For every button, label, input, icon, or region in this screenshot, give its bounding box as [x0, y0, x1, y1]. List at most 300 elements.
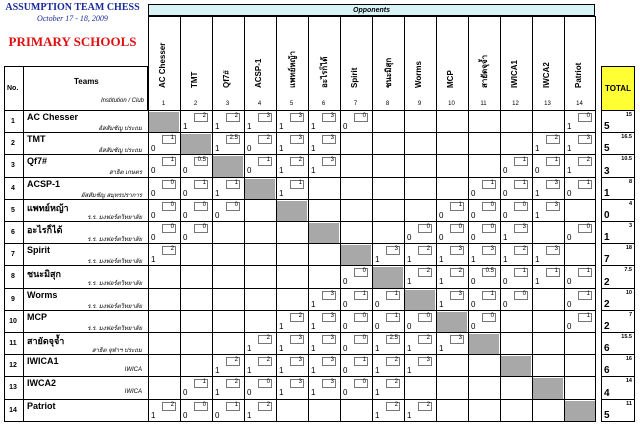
match-points: 0	[151, 166, 156, 176]
game-points: 3	[298, 379, 302, 386]
game-points: 3	[330, 157, 334, 164]
total-match-points: 1	[604, 187, 610, 199]
total-cell	[601, 200, 635, 222]
result-cell	[532, 400, 563, 422]
game-points: 1	[298, 179, 302, 186]
column-separator	[244, 16, 245, 111]
game-points: 0	[490, 312, 494, 319]
column-name: แพทย์หญ้า	[288, 51, 297, 88]
match-points: 0	[439, 210, 444, 220]
row-number: 14	[9, 406, 17, 414]
column-index: 14	[576, 101, 583, 107]
result-cell	[372, 111, 403, 133]
column-index: 7	[353, 101, 358, 107]
result-cell	[180, 333, 211, 355]
game-points: 2.5	[389, 335, 398, 341]
game-points: 1	[458, 201, 462, 208]
result-cell	[244, 311, 275, 333]
team-name: MCP	[27, 311, 47, 322]
game-points: 2	[234, 113, 238, 119]
total-match-points: 5	[604, 409, 610, 421]
game-points: 3	[458, 290, 462, 297]
result-cell	[212, 244, 243, 266]
match-points: 1	[311, 166, 316, 176]
game-points: 1	[394, 290, 398, 297]
total-match-points: 3	[604, 165, 610, 177]
team-institution: IWICA	[124, 367, 142, 374]
match-points: 1	[407, 366, 412, 376]
game-points: 2	[554, 135, 558, 142]
game-points: 2	[170, 246, 174, 253]
column-separator	[212, 16, 213, 111]
result-cell	[404, 133, 435, 155]
game-points: 0	[426, 312, 430, 319]
game-points: 3	[330, 335, 334, 341]
total-match-points: 2	[604, 320, 610, 332]
match-points: 0	[183, 210, 188, 220]
game-points: 2	[522, 246, 526, 253]
column-index: 5	[289, 101, 294, 107]
team-name: AC Chesser	[27, 112, 79, 122]
game-points: 2	[266, 335, 270, 341]
row-number: 3	[11, 162, 15, 170]
game-points: 1	[490, 179, 494, 186]
match-points: 0	[375, 299, 380, 309]
game-points: 1	[170, 135, 174, 142]
column-index: 3	[225, 101, 230, 107]
row-separator	[23, 333, 24, 355]
match-points: 0	[407, 321, 412, 331]
game-points: 3	[554, 179, 558, 186]
match-points: 1	[311, 388, 316, 398]
result-cell	[180, 266, 211, 288]
match-points: 0	[471, 277, 476, 287]
result-cell	[148, 266, 179, 288]
game-points: 3	[330, 290, 334, 297]
result-cell	[564, 377, 595, 399]
game-points: 0	[362, 268, 366, 275]
game-points: 0	[362, 335, 366, 341]
total-match-points: 2	[604, 276, 610, 288]
diagonal-cell	[501, 356, 531, 376]
match-points: 0	[343, 388, 348, 398]
team-name: สายัดจุจ้ำ	[27, 336, 65, 346]
game-points: 3	[458, 246, 462, 253]
game-points: 3	[554, 246, 558, 253]
result-cell	[340, 400, 371, 422]
result-cell	[500, 311, 531, 333]
game-points: 1	[362, 357, 366, 364]
game-points: 2	[266, 135, 270, 142]
match-points: 1	[439, 255, 444, 265]
result-cell	[180, 289, 211, 311]
game-points: 0	[202, 224, 206, 230]
total-game-points: 7	[628, 311, 632, 318]
game-points: 2	[426, 246, 430, 253]
match-points: 1	[535, 210, 540, 220]
result-cell	[212, 222, 243, 244]
game-points: 0	[202, 201, 206, 208]
result-cell	[340, 155, 371, 177]
game-points: 1	[234, 401, 238, 408]
column-name: ชนะมิสุก	[384, 57, 393, 88]
result-cell	[564, 333, 595, 355]
opponents-header: Opponents	[148, 4, 595, 16]
match-points: 0	[471, 233, 476, 242]
team-name: IWICA1	[27, 356, 59, 367]
result-cell	[244, 289, 275, 311]
total-game-points: 15.5	[621, 334, 632, 340]
result-cell	[244, 266, 275, 288]
column-index: 8	[385, 101, 390, 107]
column-index: 11	[480, 101, 487, 107]
result-cell	[212, 311, 243, 333]
match-points: 1	[535, 277, 540, 287]
result-cell	[436, 355, 467, 377]
game-points: 1	[586, 268, 590, 275]
match-points: 1	[279, 388, 284, 398]
row-number: 5	[11, 206, 15, 214]
game-points: 1	[522, 179, 526, 186]
result-cell	[276, 244, 307, 266]
total-cell	[601, 355, 635, 377]
result-cell	[340, 222, 371, 244]
match-points: 1	[279, 144, 284, 154]
team-institution: IWICA	[124, 389, 142, 396]
diagonal-cell	[149, 112, 179, 132]
result-cell	[468, 400, 499, 422]
result-cell	[180, 244, 211, 266]
match-points: 0	[407, 233, 412, 242]
game-points: 3	[266, 113, 270, 119]
total-cell	[601, 311, 635, 333]
column-name: สายัดจุจ้ำ	[480, 54, 489, 88]
column-separator	[308, 16, 309, 111]
game-points: 0	[586, 224, 590, 230]
total-match-points: 5	[604, 121, 610, 133]
match-points: 1	[215, 388, 220, 398]
match-points: 0	[183, 388, 188, 398]
total-match-points: 4	[604, 387, 610, 399]
column-separator	[468, 16, 469, 111]
match-points: 1	[439, 299, 444, 309]
result-cell	[500, 377, 531, 399]
team-institution: ร.ร. มงฟอร์ตวิทยาลัย	[87, 214, 142, 221]
game-points: 1	[170, 157, 174, 164]
game-points: 3	[522, 224, 526, 230]
result-cell	[148, 289, 179, 311]
match-points: 0	[503, 166, 508, 176]
result-cell	[276, 266, 307, 288]
match-points: 1	[311, 366, 316, 376]
team-name: Patriot	[27, 400, 56, 411]
game-points: 2	[298, 312, 302, 319]
game-points: 2	[458, 268, 462, 275]
game-points: 1	[394, 312, 398, 319]
match-points: 0	[471, 210, 476, 220]
row-number: 4	[11, 184, 15, 192]
match-points: 1	[535, 255, 540, 265]
game-points: 3	[298, 357, 302, 364]
total-match-points: 1	[604, 232, 610, 244]
result-cell	[340, 133, 371, 155]
row-separator	[23, 400, 24, 422]
match-points: 1	[279, 188, 284, 198]
row-separator	[23, 155, 24, 177]
team-name: Spirit	[27, 245, 51, 256]
result-cell	[244, 200, 275, 222]
result-cell	[468, 355, 499, 377]
game-points: 0	[362, 312, 366, 319]
match-points: 1	[503, 255, 508, 265]
diagonal-cell	[277, 201, 307, 221]
team-institution: อัสสัมชัญ ประถม	[98, 126, 142, 132]
match-points: 1	[279, 366, 284, 376]
result-cell	[244, 244, 275, 266]
result-cell	[372, 200, 403, 222]
result-cell	[436, 111, 467, 133]
game-points: 3	[586, 135, 590, 142]
total-game-points: 4	[628, 200, 632, 207]
game-points: 0	[170, 179, 174, 186]
match-points: 1	[215, 144, 220, 154]
diagonal-cell	[469, 334, 499, 354]
match-points: 1	[311, 122, 316, 131]
game-points: 2	[394, 401, 398, 408]
match-points: 0	[183, 188, 188, 198]
team-name: IWCA2	[27, 378, 56, 389]
result-cell	[404, 377, 435, 399]
game-points: 2	[426, 335, 430, 341]
match-points: 0	[151, 144, 156, 154]
column-name: Patriot	[574, 62, 583, 88]
result-cell	[276, 222, 307, 244]
row-number: 11	[9, 340, 17, 347]
row-number: 12	[9, 362, 17, 370]
column-index: 12	[512, 101, 519, 107]
match-points: 1	[471, 255, 476, 265]
result-cell	[436, 400, 467, 422]
game-points: 1	[522, 268, 526, 275]
match-points: 1	[247, 122, 252, 131]
diagonal-cell	[533, 378, 563, 398]
game-points: 0	[362, 113, 366, 119]
result-cell	[244, 222, 275, 244]
diagonal-cell	[437, 312, 467, 332]
total-game-points: 14	[625, 378, 632, 385]
match-points: 0	[343, 277, 348, 287]
column-name: อะไรก็ได้	[320, 56, 329, 88]
game-points: 2	[298, 157, 302, 164]
match-points: 1	[407, 410, 412, 420]
match-points: 1	[375, 388, 380, 398]
team-name: ACSP-1	[27, 178, 61, 189]
total-header: TOTAL	[601, 66, 635, 111]
no-label: No.	[7, 85, 19, 92]
total-cell	[601, 333, 635, 355]
total-cell	[601, 111, 635, 133]
row-number: 10	[9, 317, 17, 325]
column-index: 2	[193, 101, 198, 107]
result-cell	[500, 111, 531, 133]
match-points: 1	[503, 233, 508, 242]
result-cell	[180, 355, 211, 377]
match-points: 1	[535, 144, 540, 154]
match-points: 0	[567, 233, 572, 242]
game-points: 3	[330, 312, 334, 319]
match-points: 1	[215, 366, 220, 376]
result-cell	[276, 289, 307, 311]
column-name: AC Chesser	[158, 42, 167, 88]
game-points: 0	[458, 224, 462, 230]
game-points: 0	[202, 401, 206, 408]
result-cell	[532, 111, 563, 133]
game-points: 1	[554, 268, 558, 275]
game-points: 3	[330, 135, 334, 142]
match-points: 1	[407, 344, 412, 353]
category-title: PRIMARY SCHOOLS	[8, 34, 137, 49]
total-cell	[601, 400, 635, 422]
match-points: 0	[535, 166, 540, 176]
match-points: 0	[215, 410, 220, 420]
game-points: 3	[426, 357, 430, 364]
column-name: TMT	[190, 71, 199, 88]
tournament-date: October 17 - 18, 2009	[37, 14, 108, 23]
match-points: 0	[183, 166, 188, 176]
row-separator	[23, 377, 24, 399]
column-name: MCP	[446, 70, 455, 88]
row-number: 2	[11, 140, 15, 148]
match-points: 1	[279, 166, 284, 176]
team-institution: ร.ร. มงฟอร์ตวิทยาลัย	[87, 303, 142, 310]
game-points: 2	[234, 379, 238, 386]
match-points: 0	[567, 188, 572, 198]
match-points: 0	[375, 321, 380, 331]
result-cell	[500, 333, 531, 355]
result-cell	[436, 155, 467, 177]
match-points: 1	[311, 299, 316, 309]
match-points: 1	[567, 144, 572, 154]
match-points: 0	[503, 299, 508, 309]
match-points: 1	[439, 344, 444, 353]
match-points: 1	[183, 122, 188, 131]
result-cell	[212, 333, 243, 355]
match-points: 0	[343, 366, 348, 376]
match-points: 1	[375, 255, 380, 265]
team-institution: ร.ร. มงฟอร์ตวิทยาลัย	[87, 237, 142, 243]
total-match-points: 5	[604, 143, 610, 155]
game-points: 2	[394, 357, 398, 364]
total-game-points: 16.5	[621, 134, 632, 141]
match-points: 1	[311, 321, 316, 331]
team-institution: ร.ร. มงฟอร์ตวิทยาลัย	[87, 281, 142, 288]
teams-header	[23, 66, 148, 111]
diagonal-cell	[565, 401, 595, 421]
result-cell	[308, 400, 339, 422]
result-cell	[436, 133, 467, 155]
match-points: 1	[375, 344, 380, 353]
game-points: 1	[266, 157, 270, 164]
row-number: 8	[11, 273, 15, 281]
game-points: 3	[394, 246, 398, 253]
row-separator	[23, 222, 24, 244]
tournament-title: ASSUMPTION TEAM CHESS	[5, 2, 140, 13]
match-points: 0	[567, 299, 572, 309]
total-match-points: 0	[604, 209, 610, 221]
total-game-points: 8	[628, 178, 632, 185]
total-cell	[601, 133, 635, 155]
column-name: Worms	[414, 61, 423, 88]
total-cell	[601, 178, 635, 200]
result-cell	[180, 311, 211, 333]
column-name: IWICA1	[510, 60, 519, 88]
result-cell	[404, 200, 435, 222]
result-cell	[436, 377, 467, 399]
game-points: 1	[586, 290, 590, 297]
column-index: 10	[448, 101, 455, 107]
row-separator	[23, 311, 24, 333]
game-points: 0	[490, 201, 494, 208]
game-points: 3	[330, 357, 334, 364]
result-cell	[372, 155, 403, 177]
game-points: 3	[330, 113, 334, 119]
result-cell	[276, 400, 307, 422]
game-points: 2	[394, 379, 398, 386]
match-points: 0	[343, 344, 348, 353]
row-separator	[23, 244, 24, 266]
total-cell	[601, 244, 635, 266]
match-points: 0	[247, 388, 252, 398]
game-points: 0	[490, 224, 494, 230]
match-points: 1	[439, 277, 444, 287]
match-points: 1	[375, 366, 380, 376]
total-game-points: 11	[626, 400, 632, 407]
result-cell	[564, 355, 595, 377]
match-points: 1	[247, 344, 252, 353]
game-points: 2	[266, 357, 270, 364]
column-separator	[436, 16, 437, 111]
match-points: 1	[407, 255, 412, 265]
row-number: 9	[11, 295, 15, 303]
match-points: 0	[503, 188, 508, 198]
row-separator	[23, 111, 24, 133]
total-game-points: 16	[625, 356, 632, 363]
match-points: 0	[503, 277, 508, 287]
team-institution: สาธิต จุฬาฯ ประถม	[91, 348, 142, 354]
match-points: 1	[567, 166, 572, 176]
row-separator	[23, 133, 24, 155]
game-points: 0	[266, 379, 270, 386]
match-points: 1	[215, 122, 220, 131]
match-points: 0	[471, 299, 476, 309]
result-cell	[532, 355, 563, 377]
match-points: 1	[151, 255, 156, 265]
column-separator	[500, 16, 501, 111]
row-number: 7	[11, 251, 15, 259]
game-points: 3	[298, 335, 302, 341]
game-points: 3	[298, 135, 302, 142]
game-points: 2	[426, 268, 430, 275]
diagonal-cell	[245, 179, 275, 199]
result-cell	[468, 133, 499, 155]
diagonal-cell	[309, 223, 339, 243]
game-points: 1	[522, 157, 526, 164]
match-points: 1	[567, 122, 572, 131]
row-number: 6	[11, 229, 15, 236]
result-cell	[308, 200, 339, 222]
match-points: 0	[151, 233, 156, 242]
total-cell	[601, 266, 635, 288]
